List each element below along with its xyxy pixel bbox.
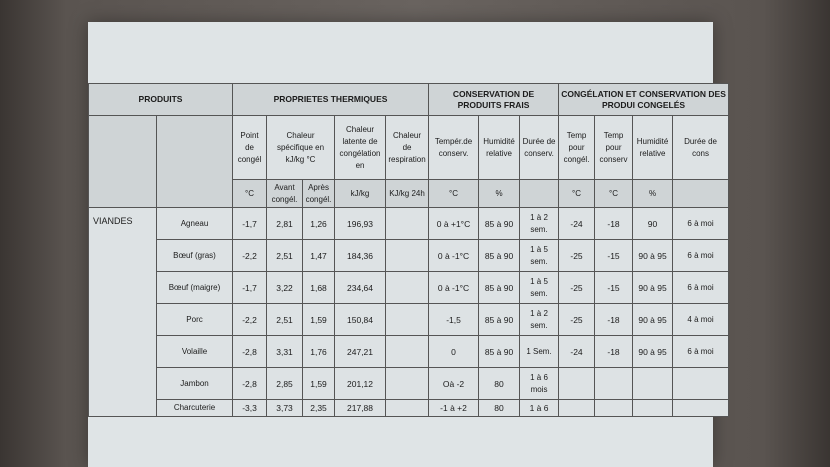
cell-latente: 196,93 — [335, 208, 386, 240]
cell-point: -2,8 — [233, 336, 267, 368]
chaleur-latente-header: Chaleur latente de congélation en — [335, 116, 386, 180]
duree2-header: Durée de cons — [673, 116, 729, 180]
cell-tcongel: -24 — [559, 208, 595, 240]
cell-temper: -1 à +2 — [429, 400, 479, 417]
cell-avant: 3,22 — [267, 272, 303, 304]
blank-cell — [89, 116, 157, 208]
cell-hum: 85 à 90 — [479, 208, 520, 240]
cell-duree: 1 à 2 sem. — [520, 304, 559, 336]
cell-duree: 1 à 5 sem. — [520, 272, 559, 304]
cell-point: -1,7 — [233, 208, 267, 240]
cell-hum2: 90 — [633, 208, 673, 240]
cell-avant: 2,51 — [267, 304, 303, 336]
cell-apres: 1,76 — [303, 336, 335, 368]
cell-point: -2,8 — [233, 368, 267, 400]
category-label: VIANDES — [89, 208, 157, 417]
cell-duree2 — [673, 368, 729, 400]
product-name: Bœuf (maigre) — [157, 272, 233, 304]
table-row — [89, 368, 729, 400]
cell-duree2: 4 à moi — [673, 304, 729, 336]
unit-cell: °C — [233, 180, 267, 208]
unit-cell: °C — [559, 180, 595, 208]
product-name: Charcuterie — [157, 400, 233, 417]
cell-temper: Oà -2 — [429, 368, 479, 400]
cell-tcongel — [559, 400, 595, 417]
cell-tcongel — [559, 368, 595, 400]
cell-duree2: 6 à moi — [673, 208, 729, 240]
cell-resp — [386, 272, 429, 304]
cell-hum2 — [633, 368, 673, 400]
cell-hum: 85 à 90 — [479, 304, 520, 336]
cell-duree2: 6 à moi — [673, 272, 729, 304]
unit-cell: Avant congél. — [267, 180, 303, 208]
cell-point: -2,2 — [233, 240, 267, 272]
cell-tcongel: -25 — [559, 272, 595, 304]
cell-hum2: 90 à 95 — [633, 336, 673, 368]
cell-hum: 85 à 90 — [479, 336, 520, 368]
cell-temper: 0 à +1°C — [429, 208, 479, 240]
cell-tconserv — [595, 368, 633, 400]
cell-tconserv: -15 — [595, 272, 633, 304]
cell-tconserv: -18 — [595, 208, 633, 240]
temp-conserv-header: Temp pour conserv — [595, 116, 633, 180]
cell-hum: 80 — [479, 368, 520, 400]
header-row — [89, 84, 729, 116]
cell-hum2: 90 à 95 — [633, 304, 673, 336]
table-row — [89, 272, 729, 304]
cell-hum: 80 — [479, 400, 520, 417]
cell-temper: 0 à -1°C — [429, 240, 479, 272]
cell-resp — [386, 240, 429, 272]
cell-duree: 1 à 2 sem. — [520, 208, 559, 240]
point-congel-header: Point de congél — [233, 116, 267, 180]
chaleur-respiration-header: Chaleur de respiration — [386, 116, 429, 180]
cell-resp — [386, 400, 429, 417]
cell-point: -3,3 — [233, 400, 267, 417]
cell-duree: 1 à 6 — [520, 400, 559, 417]
cell-hum: 85 à 90 — [479, 240, 520, 272]
cell-point: -2,2 — [233, 304, 267, 336]
product-name: Volaille — [157, 336, 233, 368]
cell-hum2 — [633, 400, 673, 417]
temper-conserv-header: Tempér.de conserv. — [429, 116, 479, 180]
unit-cell: kJ/kg — [335, 180, 386, 208]
unit-cell — [673, 180, 729, 208]
cell-temper: 0 — [429, 336, 479, 368]
cell-apres: 1,68 — [303, 272, 335, 304]
unit-cell: Après congél. — [303, 180, 335, 208]
unit-cell — [520, 180, 559, 208]
cell-tcongel: -25 — [559, 240, 595, 272]
cell-apres: 1,59 — [303, 304, 335, 336]
congelation-header: CONGÉLATION ET CONSERVATION DES PRODUI CONGELÉS — [559, 84, 729, 116]
cell-latente: 184,36 — [335, 240, 386, 272]
cell-avant: 2,51 — [267, 240, 303, 272]
unit-cell: KJ/kg 24h — [386, 180, 429, 208]
cell-latente: 150,84 — [335, 304, 386, 336]
cell-latente: 234,64 — [335, 272, 386, 304]
cell-latente: 201,12 — [335, 368, 386, 400]
cell-hum2: 90 à 95 — [633, 240, 673, 272]
duree-header: Durée de conserv. — [520, 116, 559, 180]
proprietes-header: PROPRIETES THERMIQUES — [233, 84, 429, 116]
cell-temper: -1,5 — [429, 304, 479, 336]
blank-cell — [157, 116, 233, 208]
subheader-row — [89, 116, 729, 180]
cell-temper: 0 à -1°C — [429, 272, 479, 304]
cell-avant: 3,73 — [267, 400, 303, 417]
table-row — [89, 304, 729, 336]
product-name: Agneau — [157, 208, 233, 240]
cell-resp — [386, 208, 429, 240]
projected-slide — [88, 22, 726, 467]
cell-apres: 1,26 — [303, 208, 335, 240]
unit-cell: °C — [429, 180, 479, 208]
cell-duree: 1 à 6 mois — [520, 368, 559, 400]
cell-duree2 — [673, 400, 729, 417]
cell-apres: 2,35 — [303, 400, 335, 417]
table-row — [89, 400, 729, 417]
cell-apres: 1,59 — [303, 368, 335, 400]
humidite2-header: Humidité relative — [633, 116, 673, 180]
cell-tconserv: -18 — [595, 304, 633, 336]
produits-header: PRODUITS — [89, 84, 233, 116]
cell-avant: 2,85 — [267, 368, 303, 400]
product-name: Jambon — [157, 368, 233, 400]
table-row — [89, 208, 729, 240]
product-name: Bœuf (gras) — [157, 240, 233, 272]
unit-cell: % — [479, 180, 520, 208]
cell-point: -1,7 — [233, 272, 267, 304]
cell-avant: 3,31 — [267, 336, 303, 368]
cell-hum: 85 à 90 — [479, 272, 520, 304]
cell-duree: 1 à 5 sem. — [520, 240, 559, 272]
cell-tconserv: -18 — [595, 336, 633, 368]
cell-resp — [386, 368, 429, 400]
cell-hum2: 90 à 95 — [633, 272, 673, 304]
cell-tcongel: -25 — [559, 304, 595, 336]
chaleur-specifique-header: Chaleur spécifique en kJ/kg °C — [267, 116, 335, 180]
table-row — [89, 240, 729, 272]
cell-tcongel: -24 — [559, 336, 595, 368]
table-row — [89, 336, 729, 368]
humidite-header: Humidité relative — [479, 116, 520, 180]
cell-avant: 2,81 — [267, 208, 303, 240]
cell-duree2: 6 à moi — [673, 240, 729, 272]
temp-congel-header: Temp pour congél. — [559, 116, 595, 180]
conservation-frais-header: CONSERVATION DE PRODUITS FRAIS — [429, 84, 559, 116]
unit-cell: % — [633, 180, 673, 208]
cell-tconserv — [595, 400, 633, 417]
cell-latente: 217,88 — [335, 400, 386, 417]
cell-resp — [386, 336, 429, 368]
product-name: Porc — [157, 304, 233, 336]
cell-duree2: 6 à moi — [673, 336, 729, 368]
thermal-properties-table — [88, 83, 729, 417]
unit-cell: °C — [595, 180, 633, 208]
cell-duree: 1 Sem. — [520, 336, 559, 368]
cell-tconserv: -15 — [595, 240, 633, 272]
cell-resp — [386, 304, 429, 336]
cell-latente: 247,21 — [335, 336, 386, 368]
cell-apres: 1,47 — [303, 240, 335, 272]
